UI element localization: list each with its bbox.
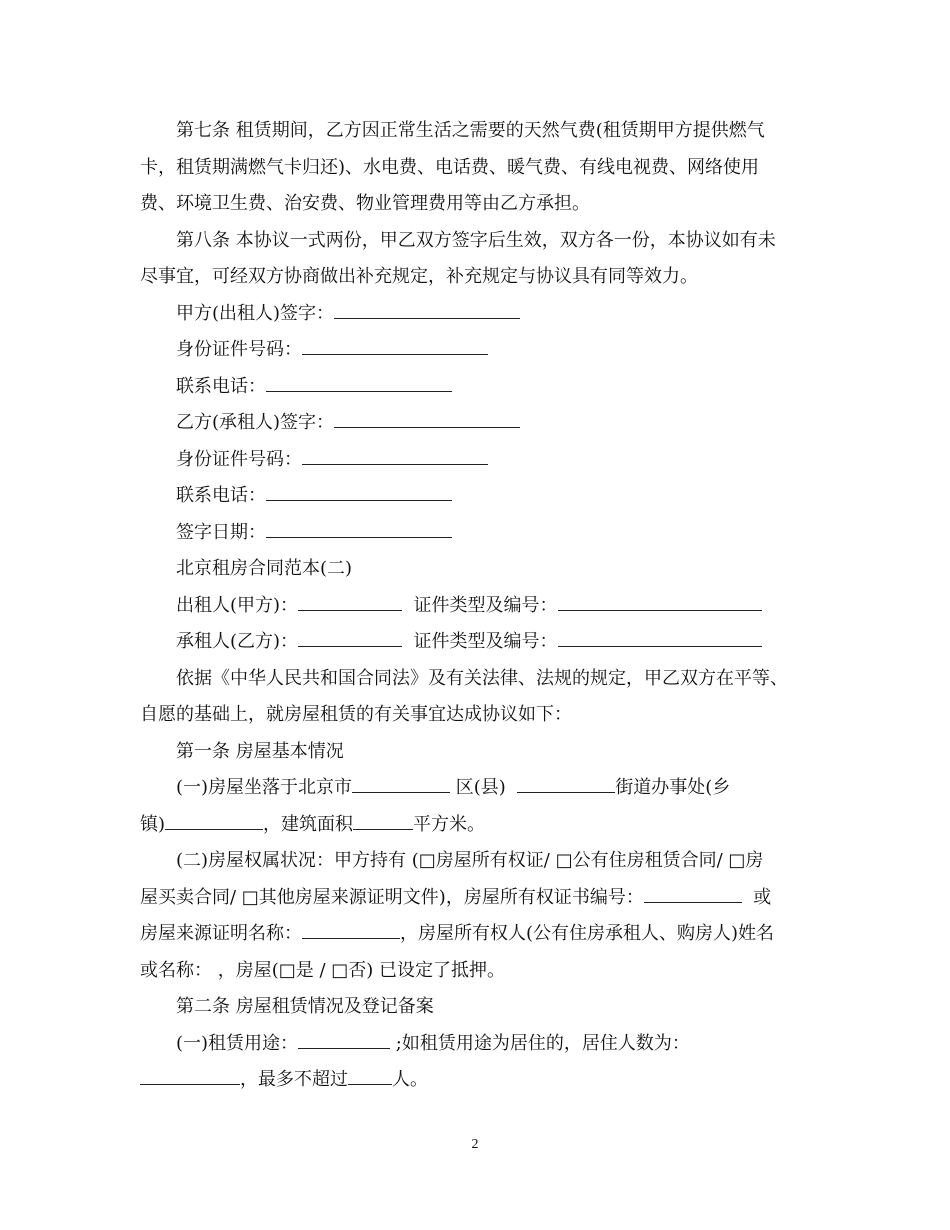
district-label: 区(县)	[455, 777, 506, 798]
article-8-line-2: 尽事宜，可经双方协商做出补充规定，补充规定与协议具有同等效力。	[140, 266, 698, 287]
article-1-s2-line-3	[140, 916, 810, 953]
party-a-signature-label: 甲方(出租人)签字：	[176, 302, 335, 324]
owner-name-label: ，房屋所有权人(公有住房承租人、购房人)姓名	[400, 923, 775, 944]
signing-date-field[interactable]	[266, 521, 452, 538]
lessee-row	[140, 624, 810, 661]
floor-area-field[interactable]	[353, 813, 413, 830]
signing-date-row	[140, 515, 810, 552]
party-b-phone-label: 联系电话：	[176, 485, 266, 506]
article-1-s2-line-2	[140, 880, 810, 917]
page-number: 2	[471, 1137, 479, 1152]
lessee-name-field[interactable]	[298, 630, 402, 647]
max-residents-field[interactable]	[348, 1068, 392, 1085]
lease-purpose-label: (一)租赁用途：	[176, 1032, 299, 1054]
party-a-id-field[interactable]	[302, 338, 488, 355]
party-a-id-label: 身份证件号码：	[176, 339, 302, 360]
lessor-row	[140, 588, 810, 625]
lessee-cert-field[interactable]	[558, 630, 762, 647]
article-7-line-2: 卡，租赁期满燃气卡归还)、水电费、电话费、暖气费、有线电视费、网络使用	[140, 156, 760, 178]
article-2-s1-line-1	[140, 1026, 810, 1063]
party-b-signature-row	[140, 405, 810, 442]
party-a-phone-row	[140, 369, 810, 406]
article-1-s1-line-1	[140, 770, 810, 807]
article-1-s2-line-4: 或名称： ，房屋(□是 / □否) 已设定了抵押。	[140, 959, 506, 981]
street-office-label: 街道办事处(乡	[615, 777, 731, 798]
street-office-field[interactable]	[517, 776, 615, 793]
township-label: 镇)	[140, 813, 166, 835]
lease-purpose-field[interactable]	[298, 1032, 390, 1049]
party-b-signature-label: 乙方(承租人)签字：	[176, 412, 335, 433]
contract-2-title: 北京租房合同范本(二)	[176, 558, 353, 579]
article-2-s1-line-2	[140, 1062, 810, 1099]
party-b-phone-field[interactable]	[266, 484, 452, 501]
location-label: (一)房屋坐落于北京市	[176, 777, 353, 798]
article-8-line-1: 第八条 本协议一式两份，甲乙双方签字后生效，双方各一份，本协议如有未	[176, 229, 776, 251]
lessor-name-field[interactable]	[298, 594, 402, 611]
certificate-number-label: 屋买卖合同/ □其他房屋来源证明文件)，房屋所有权证书编号：	[140, 886, 644, 908]
certificate-number-field[interactable]	[644, 886, 742, 903]
township-field[interactable]	[165, 813, 263, 830]
basis-line-2: 自愿的基础上，就房屋租赁的有关事宜达成协议如下：	[140, 704, 572, 725]
document-body	[140, 113, 810, 1099]
or-label: 或	[753, 886, 772, 908]
lessee-label: 承租人(乙方)：	[176, 631, 299, 652]
article-7-line-3: 费、环境卫生费、治安费、物业管理费用等由乙方承担。	[140, 193, 590, 214]
basis-line-1: 依据《中华人民共和国合同法》及有关法律、法规的规定，甲乙双方在平等、	[176, 667, 788, 689]
square-meters-label: 平方米。	[413, 813, 486, 835]
party-a-id-row	[140, 332, 810, 369]
lessor-label: 出租人(甲方)：	[176, 594, 299, 616]
persons-label: 人。	[392, 1069, 428, 1090]
party-a-phone-field[interactable]	[266, 375, 452, 392]
party-a-phone-label: 联系电话：	[176, 375, 266, 397]
article-1-s1-line-2	[140, 807, 810, 844]
article-1-title: 第一条 房屋基本情况	[176, 740, 344, 762]
party-b-id-label: 身份证件号码：	[176, 448, 302, 470]
party-a-signature-field[interactable]	[334, 302, 520, 319]
article-7-line-1: 第七条 租赁期间，乙方因正常生活之需要的天然气费(租赁期甲方提供燃气	[176, 120, 765, 141]
residents-count-label: ;如租赁用途为居住的，居住人数为：	[395, 1032, 690, 1054]
source-document-field[interactable]	[302, 922, 400, 939]
source-document-label: 房屋来源证明名称：	[140, 923, 302, 944]
max-residents-label: ，最多不超过	[240, 1069, 348, 1090]
signing-date-label: 签字日期：	[176, 521, 266, 543]
party-b-phone-row	[140, 478, 810, 515]
lessor-cert-label: 证件类型及编号：	[413, 594, 558, 616]
floor-area-label: ，建筑面积	[263, 813, 354, 835]
residents-count-field[interactable]	[140, 1068, 240, 1085]
lessor-cert-field[interactable]	[558, 594, 762, 611]
party-b-signature-field[interactable]	[334, 411, 520, 428]
district-field[interactable]	[352, 776, 450, 793]
party-b-id-row	[140, 442, 810, 479]
lessee-cert-label: 证件类型及编号：	[413, 631, 558, 652]
article-2-title: 第二条 房屋租赁情况及登记备案	[176, 996, 434, 1017]
article-1-s2-line-1: (二)房屋权属状况：甲方持有 (□房屋所有权证/ □公有住房租赁合同/ □房	[176, 850, 764, 871]
party-a-signature-row	[140, 296, 810, 333]
party-b-id-field[interactable]	[302, 448, 488, 465]
